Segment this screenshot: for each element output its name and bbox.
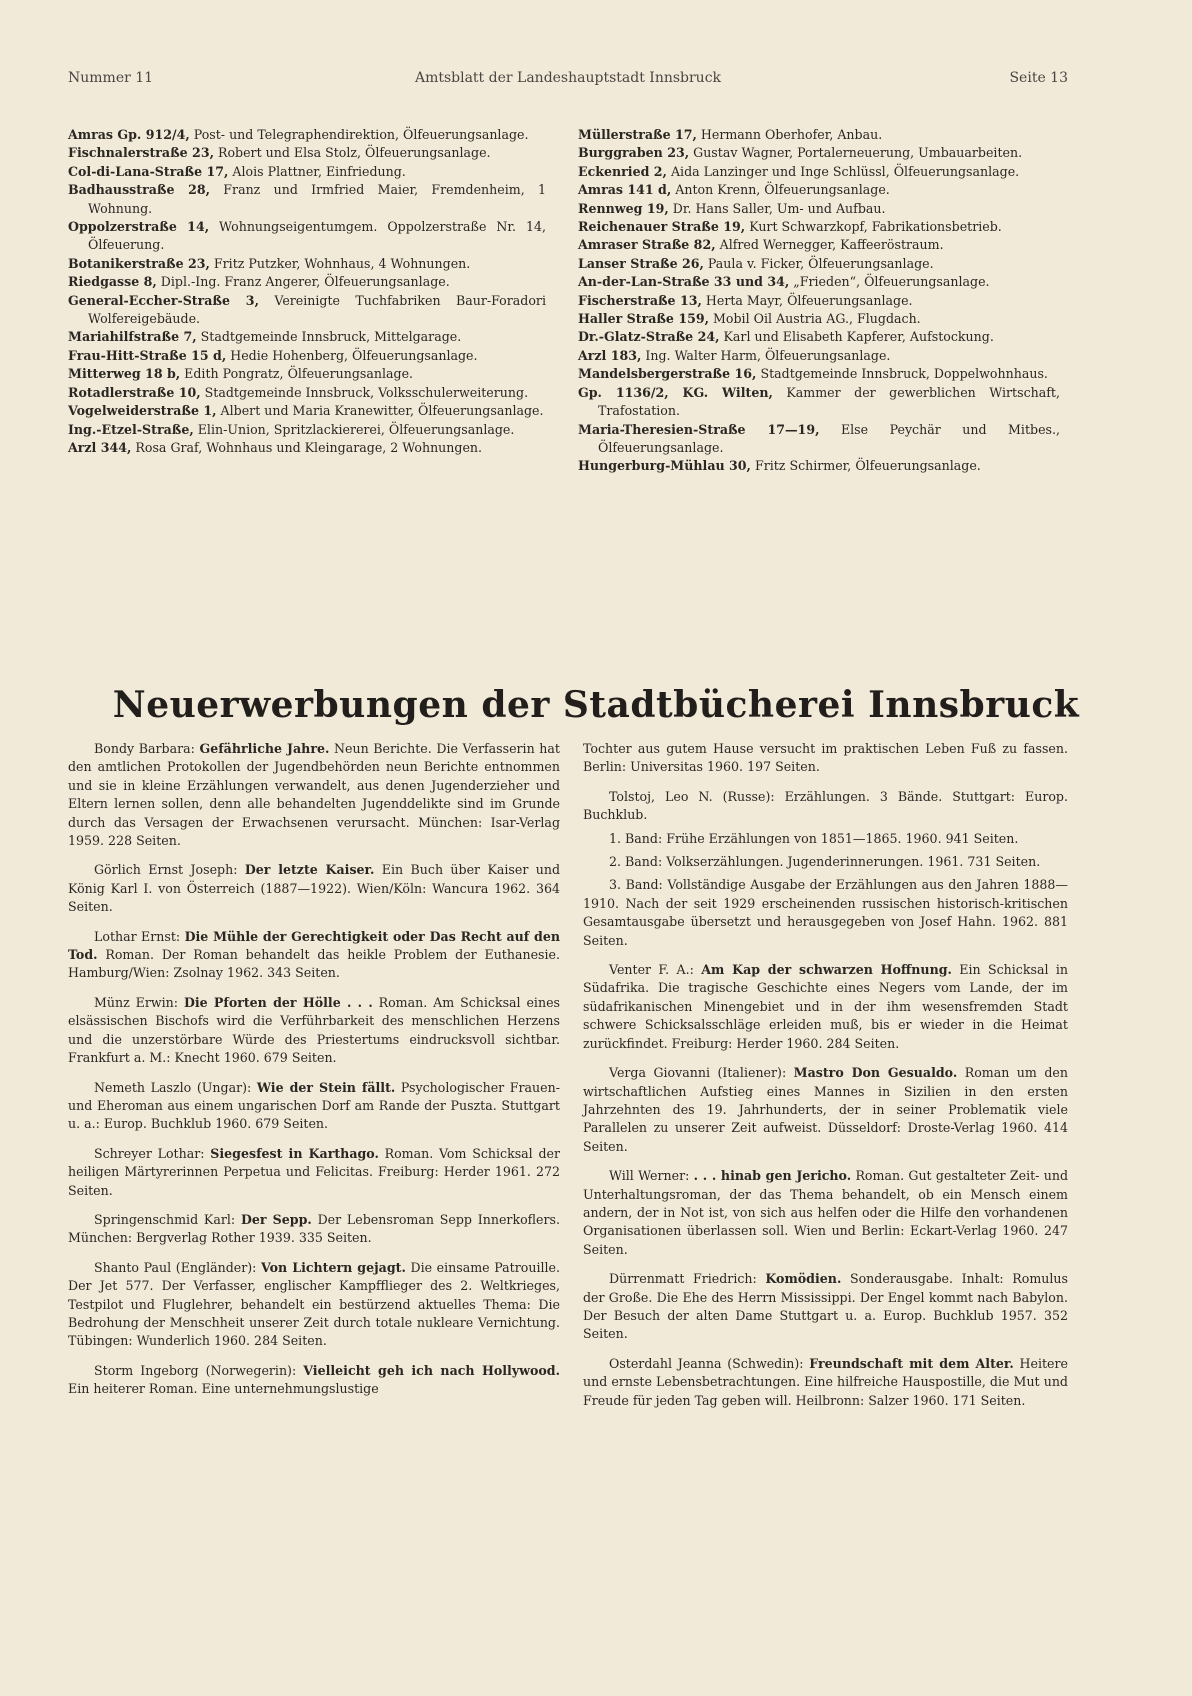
volume-title: Frühe Erzählungen von 1851—1865.: [666, 830, 902, 846]
permit-street: Col-di-Lana-Straße 17,: [68, 163, 229, 179]
permit-entry: [68, 163, 546, 181]
book-author: Münz Erwin:: [94, 994, 179, 1010]
book-title: Die Pforten der Hölle . . .: [183, 994, 373, 1010]
permit-details: Kammer der gewerblichen Wirtschaft, Trafostation.: [598, 384, 1060, 419]
book-title: Wie der Stein fällt.: [256, 1079, 396, 1095]
book-entry: [68, 740, 560, 850]
permit-street: Burggraben 23,: [578, 145, 690, 161]
book-entry: [68, 1211, 560, 1248]
permit-entry: [578, 181, 1060, 199]
permit-entry: [578, 365, 1060, 383]
permit-street: Mitterweg 18 b,: [68, 366, 181, 382]
book-rest: Roman. Am Schicksal eines elsässischen Bischofs wird die Verführbarkeit des menschlichen Herzens und die unzerstörbare Würde des Priestertums eindrucksvoll sichtbar. Frankfurt a. M.: Knecht 1960. 679 Seiten.: [68, 994, 560, 1066]
book-rest: Roman um den wirtschaftlichen Aufstieg eines Mannes in Sizilien in den ersten Jahrzehnten des 19. Jahrhunderts, der in seiner Problematik viele Parallelen zu unserer Zeit aufweist. Düsseldorf: Droste-Verlag 1960. 414 Seiten.: [583, 1065, 1068, 1154]
permit-entry: [578, 218, 1060, 236]
permit-entry: [68, 384, 546, 402]
book-list-left: [68, 740, 560, 1410]
permit-street: Arzl 183,: [578, 347, 642, 363]
permit-entry: [68, 439, 546, 457]
book-entry: [68, 1079, 560, 1134]
volume-entry: [583, 853, 1068, 871]
permit-street: Mandelsbergerstraße 16,: [578, 366, 757, 382]
volume-label: 3. Band:: [609, 877, 663, 893]
building-permits-right: [578, 126, 1060, 476]
permit-entry: [68, 402, 546, 420]
permit-entry: [578, 292, 1060, 310]
permit-street: Fischnalerstraße 23,: [68, 145, 214, 161]
permit-street: An-der-Lan-Straße 33 und 34,: [578, 274, 790, 290]
permit-entry: [578, 255, 1060, 273]
book-author: Tolstoj, Leo N. (Russe):: [609, 788, 775, 804]
book-entry: [68, 1362, 560, 1399]
permit-street: Eckenried 2,: [578, 163, 667, 179]
permit-street: Botanikerstraße 23,: [68, 255, 210, 271]
permit-entry: [68, 365, 546, 383]
permit-details: Albert und Maria Kranewitter, Ölfeuerungsanlage.: [216, 403, 544, 419]
volume-label: 2. Band:: [609, 854, 663, 870]
permit-details: Karl und Elisabeth Kapferer, Aufstockung.: [719, 329, 994, 345]
tolstoj-volumes: [583, 830, 1068, 950]
volume-rest: Jugenderinnerungen. 1961. 731 Seiten.: [783, 854, 1041, 870]
permit-details: Alois Plattner, Einfriedung.: [228, 163, 406, 179]
permit-details: Robert und Elsa Stolz, Ölfeuerungsanlage.: [213, 145, 491, 161]
permit-street: Hungerburg-Mühlau 30,: [578, 458, 751, 474]
book-title: Am Kap der schwarzen Hoffnung.: [701, 962, 952, 978]
book-title: Vielleicht geh ich nach Hollywood.: [303, 1362, 560, 1378]
permit-entry: [68, 218, 546, 255]
book-title: Freundschaft mit dem Alter.: [809, 1355, 1014, 1371]
permit-street: Rennweg 19,: [578, 200, 669, 216]
building-permits-left: [68, 126, 546, 457]
permit-entry: [578, 126, 1060, 144]
permit-street: Mariahilfstraße 7,: [68, 329, 197, 345]
permit-entry: [68, 328, 546, 346]
permit-street: Ing.-Etzel-Straße,: [68, 421, 194, 437]
permit-details: Wohnungseigentumgem. Oppolzerstraße Nr. 14, Ölfeuerung.: [88, 219, 546, 253]
book-rest: Roman. Gut gestalteter Zeit- und Unterhaltungsroman, der das Thema behandelt, ob ein Mensch einem andern, der in Not ist, von sich aus helfen oder die Hilfe den vorhandenen Organisationen überlassen soll. Wien und Berlin: Eckart-Verlag 1960. 247 Seiten.: [583, 1168, 1069, 1257]
permit-street: Oppolzerstraße 14,: [68, 219, 210, 235]
book-author: Verga Giovanni (Italiener):: [609, 1065, 787, 1081]
book-author: Schreyer Lothar:: [94, 1145, 205, 1161]
permit-street: Dr.-Glatz-Straße 24,: [578, 329, 720, 345]
permit-details: Ing. Walter Harm, Ölfeuerungsanlage.: [641, 347, 891, 363]
permit-details: Vereinigte Tuchfabriken Baur-Foradori Wolfereigebäude.: [88, 292, 546, 327]
permit-street: Arzl 344,: [68, 439, 132, 455]
book-author: Nemeth Laszlo (Ungar):: [94, 1079, 252, 1095]
permit-entry: [68, 292, 546, 329]
permit-entry: [578, 200, 1060, 218]
permit-details: Herta Mayr, Ölfeuerungsanlage.: [701, 292, 913, 308]
permit-street: Amras 141 d,: [578, 182, 672, 198]
book-rest: Ein Buch über Kaiser und König Karl I. von Österreich (1887—1922). Wien/Köln: Wancura 1962. 364 Seiten.: [68, 862, 561, 915]
permit-street: Riedgasse 8,: [68, 274, 157, 290]
book-list-right-entries: [583, 961, 1068, 1410]
volume-rest: Nach der seit 1929 erscheinenden russischen historisch-kritischen Gesamtausgabe übersetzt und herausgegeben von Josef Hahn. 1962. 881 Seiten.: [583, 895, 1068, 948]
book-rest: Roman. Der Roman behandelt das heikle Problem der Euthanesie. Hamburg/Wien: Zsolnay 1962. 343 Seiten.: [68, 947, 560, 981]
permit-entry: [578, 347, 1060, 365]
book-rest: Heitere und ernste Lebensbetrachtungen. Eine hilfreiche Hauspostille, die Mut und Freude für jeden Tag geben will. Heilbronn: Salzer 1960. 171 Seiten.: [583, 1355, 1068, 1408]
section-title: Neuerwerbungen der Stadtbücherei Innsbruck: [112, 684, 1080, 726]
permit-street: Gp. 1136/2, KG. Wilten,: [578, 384, 773, 400]
book-author: Storm Ingeborg (Norwegerin):: [94, 1362, 297, 1378]
permit-entry: [578, 457, 1060, 475]
page-number: Seite 13: [1009, 70, 1068, 86]
permit-details: Hedie Hohenberg, Ölfeuerungsanlage.: [226, 347, 478, 363]
book-entry: [68, 861, 560, 916]
book-author: Shanto Paul (Engländer):: [94, 1259, 257, 1275]
permit-details: Fritz Putzker, Wohnhaus, 4 Wohnungen.: [209, 255, 471, 271]
permit-street: General-Eccher-Straße 3,: [68, 292, 259, 308]
permit-street: Müllerstraße 17,: [578, 127, 697, 142]
permit-details: Hermann Oberhofer, Anbau.: [696, 127, 883, 142]
book-author: Osterdahl Jeanna (Schwedin):: [609, 1355, 804, 1371]
book-title: Die Mühle der Gerechtigkeit oder Das Recht auf den Tod.: [68, 928, 560, 963]
permit-details: Fritz Schirmer, Ölfeuerungsanlage.: [750, 458, 981, 474]
page-header: [68, 70, 1068, 94]
permit-details: „Frieden“, Ölfeuerungsanlage.: [789, 274, 990, 290]
permit-details: Dipl.-Ing. Franz Angerer, Ölfeuerungsanlage.: [156, 274, 450, 290]
book-title: Mastro Don Gesualdo.: [793, 1065, 958, 1081]
permit-street: Reichenauer Straße 19,: [578, 219, 746, 235]
permit-details: Anton Krenn, Ölfeuerungsanlage.: [671, 182, 890, 198]
volume-title: Vollständige Ausgabe der Erzählungen aus den Jahren 1888—1910.: [583, 877, 1068, 911]
permit-details: Else Peychär und Mitbes., Ölfeuerungsanlage.: [598, 421, 1060, 455]
volume-entry: [583, 830, 1068, 848]
permit-entry: [578, 328, 1060, 346]
book-entry: [68, 994, 560, 1068]
permit-details: Post- und Telegraphendirektion, Ölfeuerungsanlage.: [189, 127, 529, 142]
permit-details: Alfred Wernegger, Kaffeeröstraum.: [715, 237, 944, 253]
volume-rest: 1960. 941 Seiten.: [901, 830, 1019, 846]
book-entry: [68, 928, 560, 983]
permit-street: Maria-Theresien-Straße 17—19,: [578, 421, 820, 437]
book-entry: [68, 1145, 560, 1200]
book-rest: Der Lebensroman Sepp Innerkoflers. München: Bergverlag Rother 1939. 335 Seiten.: [68, 1211, 561, 1246]
permit-street: Haller Straße 159,: [578, 311, 710, 327]
book-author: Bondy Barbara:: [94, 741, 195, 756]
book-title: Der letzte Kaiser.: [244, 862, 375, 878]
book-title: Gefährliche Jahre.: [199, 741, 330, 756]
permit-entry: [578, 144, 1060, 162]
volume-label: 1. Band:: [609, 830, 663, 846]
volume-title: Volkserzählungen.: [666, 854, 784, 870]
permit-street: Frau-Hitt-Straße 15 d,: [68, 347, 227, 363]
permit-street: Badhausstraße 28,: [68, 182, 211, 198]
permit-details: Stadtgemeinde Innsbruck, Doppelwohnhaus.: [756, 366, 1048, 382]
permit-street: Amras Gp. 912/4,: [68, 127, 190, 142]
permit-details: Gustav Wagner, Portalerneuerung, Umbauarbeiten.: [689, 145, 1023, 161]
book-entry: [583, 1270, 1068, 1344]
book-title: Siegesfest in Karthago.: [210, 1145, 379, 1161]
permit-details: Elin-Union, Spritzlackiererei, Ölfeuerungsanlage.: [193, 421, 515, 437]
permit-street: Rotadlerstraße 10,: [68, 384, 201, 400]
permit-entry: [578, 421, 1060, 458]
permit-details: Rosa Graf, Wohnhaus und Kleingarage, 2 Wohnungen.: [131, 439, 483, 455]
permit-street: Lanser Straße 26,: [578, 255, 704, 271]
book-rest: Psychologischer Frauen- und Eheroman aus einem ungarischen Dorf am Rande der Puszta. Stuttgart u. a.: Europ. Buchklub 1960. 679 Seiten.: [68, 1079, 560, 1132]
book-author: Dürrenmatt Friedrich:: [609, 1271, 757, 1287]
permit-entry: [68, 347, 546, 365]
permit-street: Vogelweiderstraße 1,: [68, 403, 217, 419]
book-list-right: [583, 740, 1068, 1421]
permit-entry: [68, 181, 546, 218]
permit-entry: [68, 421, 546, 439]
permit-details: Paula v. Ficker, Ölfeuerungsanlage.: [703, 255, 934, 271]
volume-entry: [583, 876, 1068, 950]
permit-street: Amraser Straße 82,: [578, 237, 716, 253]
book-author: Venter F. A.:: [609, 962, 694, 978]
permit-entry: [578, 236, 1060, 254]
permit-street: Fischerstraße 13,: [578, 292, 702, 308]
book-title: Der Sepp.: [240, 1211, 312, 1227]
book-continuation: Tochter aus gutem Hause versucht im praktischen Leben Fuß zu fassen. Berlin: Universitas 1960. 197 Seiten.: [583, 741, 1068, 775]
book-title: Komödien.: [765, 1271, 842, 1287]
book-rest: Roman. Vom Schicksal der heiligen Märtyrerinnen Perpetua und Felicitas. Freiburg: Herder 1961. 272 Seiten.: [68, 1145, 560, 1198]
permit-details: Mobil Oil Austria AG., Flugdach.: [709, 311, 921, 327]
book-entry: [583, 1064, 1068, 1156]
book-author: Görlich Ernst Joseph:: [94, 862, 238, 878]
book-rest: Die einsame Patrouille. Der Jet 577. Der Verfasser, englischer Kampfflieger des 2. Weltkrieges, Testpilot und Fluglehrer, behandelt ein bestürzend aktuelles Thema: Die Bedrohung der Menschheit unserer Zeit durch totale nukleare Vernichtung. Tübingen: Wunderlich 1960. 284 Seiten.: [68, 1259, 560, 1349]
book-entry: [68, 1259, 560, 1351]
book-entry: [583, 1167, 1068, 1259]
permit-details: Kurt Schwarzkopf, Fabrikationsbetrieb.: [745, 219, 1002, 235]
book-title: Von Lichtern gejagt.: [261, 1259, 406, 1275]
permit-details: Aida Lanzinger und Inge Schlüssl, Ölfeuerungsanlage.: [666, 163, 1020, 179]
book-author: Lothar Ernst:: [94, 928, 181, 944]
book-rest: Ein Schicksal in Südafrika. Die tragische Geschichte eines Negers vom Lande, der im südafrikanischen Minengebiet und in der ihm wesensfremden Stadt schwere Schicksalsschläge erleiden muß, bis er wieder in die Heimat zurückfindet. Freiburg: Herder 1960. 284 Seiten.: [583, 962, 1069, 1051]
permit-details: Stadtgemeinde Innsbruck, Mittelgarage.: [196, 329, 462, 345]
permit-entry: [68, 126, 546, 144]
permit-details: Stadtgemeinde Innsbruck, Volksschulerweiterung.: [200, 384, 529, 400]
book-entry-tolstoj: [583, 788, 1068, 825]
book-author: Will Werner:: [609, 1168, 690, 1184]
book-author: Springenschmid Karl:: [94, 1211, 236, 1227]
permit-entry: [68, 144, 546, 162]
permit-details: Dr. Hans Saller, Um- und Aufbau.: [668, 200, 886, 216]
permit-details: Edith Pongratz, Ölfeuerungsanlage.: [180, 366, 414, 382]
permit-details: Franz und Irmfried Maier, Fremdenheim, 1 Wohnung.: [88, 182, 546, 216]
book-rest: Ein heiterer Roman. Eine unternehmungslustige: [68, 1381, 379, 1397]
book-entry: [583, 961, 1068, 1053]
issue-number: Nummer 11: [68, 70, 154, 86]
permit-entry: [578, 273, 1060, 291]
permit-entry: [68, 255, 546, 273]
book-rest: Erzählungen. 3 Bände. Stuttgart: Europ. Buchklub.: [583, 788, 1068, 823]
permit-entry: [578, 163, 1060, 181]
book-title: . . . hinab gen Jericho.: [693, 1168, 852, 1184]
permit-entry: [578, 384, 1060, 421]
header-title: Amtsblatt der Landeshauptstadt Innsbruck: [414, 70, 722, 86]
permit-entry: [578, 310, 1060, 328]
permit-entry: [68, 273, 546, 291]
book-entry: [583, 1355, 1068, 1410]
book-rest: Sonderausgabe. Inhalt: Romulus der Große. Die Ehe des Herrn Mississippi. Der Engel kommt nach Babylon. Der Besuch der alten Dame Stuttgart u. a. Europ. Buchklub 1957. 352 Seiten.: [583, 1271, 1068, 1342]
book-rest: Neun Berichte. Die Verfasserin hat den amtlichen Protokollen der Jugendbehörden neun Berichte entnommen und sie in kleine Erzählungen verwandelt, aus denen Jugenderzieher und Eltern lernen sollen, denn alle behandelten Jugenddelikte sind im Grunde durch das Versagen der Erwachsenen verursacht. München: Isar-Verlag 1959. 228 Seiten.: [68, 741, 560, 849]
